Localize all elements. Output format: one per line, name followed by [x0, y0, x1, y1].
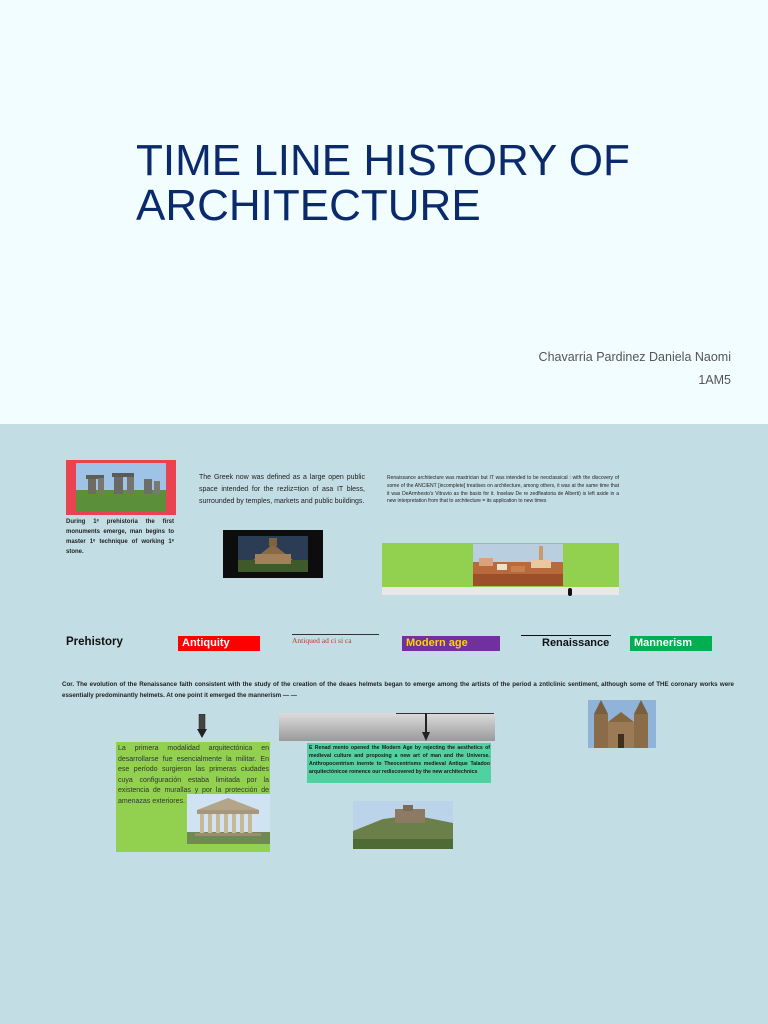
down-arrow-center [421, 713, 431, 741]
timeline-modern-age: Modern age [402, 636, 500, 651]
cathedral-image [588, 700, 656, 748]
page-title [136, 138, 736, 228]
greek-temple-image [187, 794, 270, 844]
modern-text: E Renad mento opened the Modern Age by rejecting the aesthetics of medieval culture and proposing a new art of man and the Universe. Anthropocentrism inernte to Theocentrisms medieval Antique Taladoo arquitectónicoe romence our rediscovered by the new architechnics [309, 745, 490, 776]
timeline-slide [0, 424, 768, 1024]
timeline-renaissance: Renaissance [542, 637, 610, 649]
timeline-antiquity: Antiquity [178, 636, 260, 651]
spanish-text: La primera modalidad arquitectónica en desarrollarse fue esencialmente la militar. En ese período surgieron las primeras ciudades cuya configuración estaba limitada por la existencia de murallas y por la protección de amenazas exteriores. [118, 745, 269, 805]
greek-building-image [223, 530, 323, 578]
timeline-prehistory: Prehistory [66, 636, 123, 648]
prehistory-text: During 1ᵉ prehistoria the first monuments emerge, man begins to master 1ᵉ technique of working 1ᵉ stone. [66, 519, 174, 555]
greek-text: The Greek now was defined as a large open public space intended for the rezliz=tion of asa IT bless, surrounded by temples, markets and public buildings. [199, 474, 365, 505]
modern-bar-top-line [396, 713, 494, 714]
author-name: Chavarria Pardinez Daniela Naomi [538, 350, 731, 364]
stonehenge-image [66, 460, 176, 515]
title-line-2: ARCHITECTURE [136, 181, 481, 230]
title-slide [0, 0, 768, 424]
timeline-antiquity-sub: Antiqued ad ci si ca [292, 636, 352, 645]
modern-gray-bar [279, 713, 495, 741]
timeline-mannerism: Mannerism [630, 636, 712, 651]
bar-underline [382, 587, 619, 595]
renaissance-line [521, 635, 611, 636]
summary-text: Cor. The evolution of the Renaissance faith consistent with the study of the creation of the deaes helmets began to emerge among the artists of the period a zntlclinic sentiment, although some of THE coronary works were essentially predominantly helmets. At one point it emerged the mannerism — — [62, 681, 734, 699]
florence-image [473, 544, 563, 586]
hill-castle-image [353, 801, 453, 849]
title-line-1: TIME LINE HISTORY OF [136, 136, 630, 185]
group-code: 1AM5 [698, 373, 731, 387]
down-arrow-left [197, 714, 207, 738]
renaissance-note-text: Renaissance architecture was mastrician but IT was intended to be neoclassical : with the discovery of some of the ANCIENT [incomplete] treatises on architecture, among others, it was at the same time that it was DeArmhesto's Vitruvio as the basis for it. Inselaw De re zedfleatoria de Alberti) is left aside in a new interpretation from that to architecture = its application to new times [387, 475, 619, 505]
timeline-marker [568, 588, 572, 596]
antiquity-sub-line [292, 634, 379, 635]
